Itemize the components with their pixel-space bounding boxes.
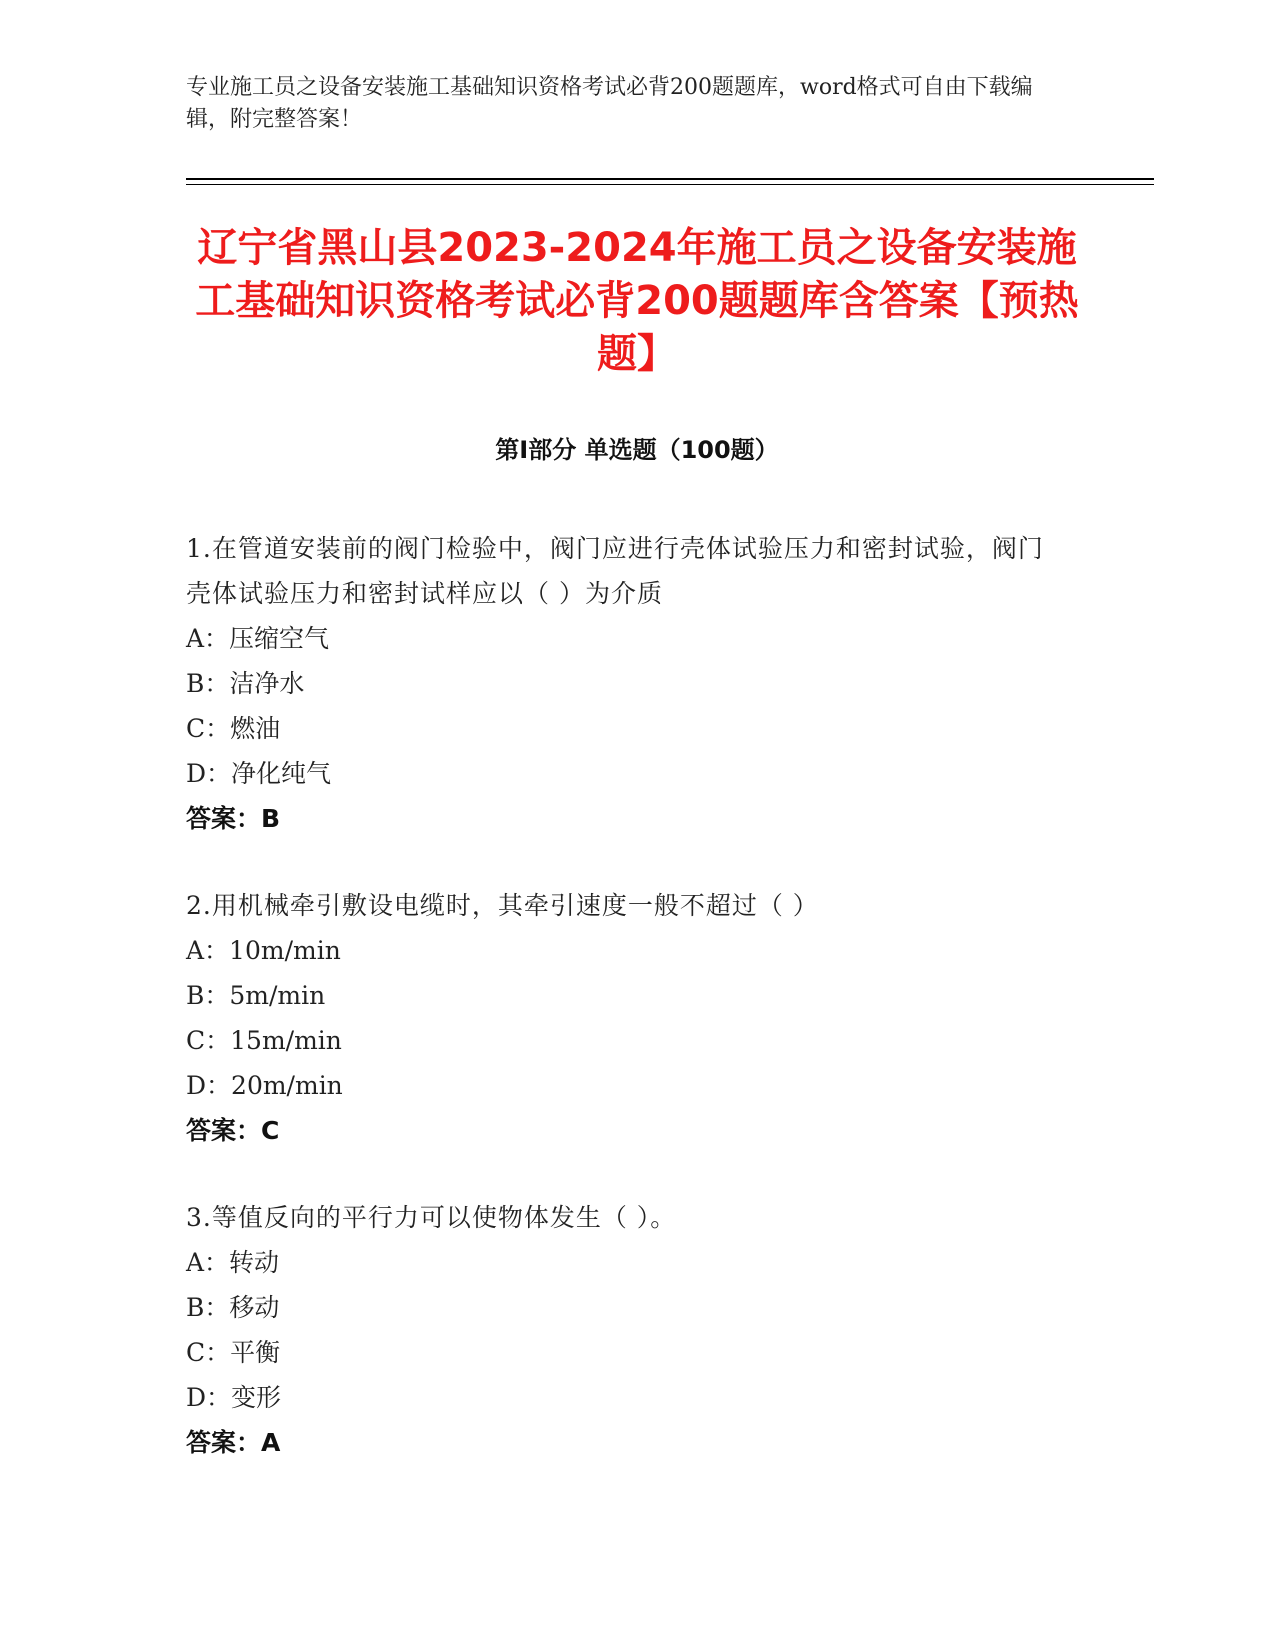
question-list <box>186 526 1066 1507</box>
section-heading: 第I部分 单选题（100题） <box>495 436 779 464</box>
option-c: C：平衡 <box>186 1338 281 1367</box>
option-b: B：移动 <box>186 1293 280 1322</box>
option-d: D：净化纯气 <box>186 759 332 788</box>
option-a: A：转动 <box>186 1248 280 1277</box>
header-divider-thin <box>186 184 1154 185</box>
question-1 <box>186 526 1066 841</box>
answer-line: 答案：A <box>186 1428 281 1457</box>
option-b: B：5m/min <box>186 981 326 1010</box>
option-b: B：洁净水 <box>186 669 305 698</box>
option-a: A：压缩空气 <box>186 624 330 653</box>
option-c: C：15m/min <box>186 1026 342 1055</box>
option-d: D：20m/min <box>186 1071 343 1100</box>
option-d: D：变形 <box>186 1383 282 1412</box>
header-divider-thick <box>186 178 1154 180</box>
question-stem: 2.用机械牵引敷设电缆时，其牵引速度一般不超过（ ） <box>186 891 819 920</box>
answer-line: 答案：B <box>186 804 281 833</box>
header-note: 专业施工员之设备安装施工基础知识资格考试必背200题题库，word格式可自由下载编辑，附完整答案！ <box>186 75 1033 132</box>
option-a: A：10m/min <box>186 936 341 965</box>
question-stem: 3.等值反向的平行力可以使物体发生（ ）。 <box>186 1203 677 1232</box>
option-c: C：燃油 <box>186 714 281 743</box>
answer-line: 答案：C <box>186 1116 280 1145</box>
question-3 <box>186 1195 1066 1465</box>
question-stem: 1.在管道安装前的阀门检验中，阀门应进行壳体试验压力和密封试验，阀门壳体试验压力和密封试样应以（ ）为介质 <box>186 534 1044 608</box>
document-title: 辽宁省黑山县2023-2024年施工员之设备安装施工基础知识资格考试必背200题题库含答案【预热题】 <box>195 225 1079 377</box>
question-2 <box>186 883 1066 1153</box>
